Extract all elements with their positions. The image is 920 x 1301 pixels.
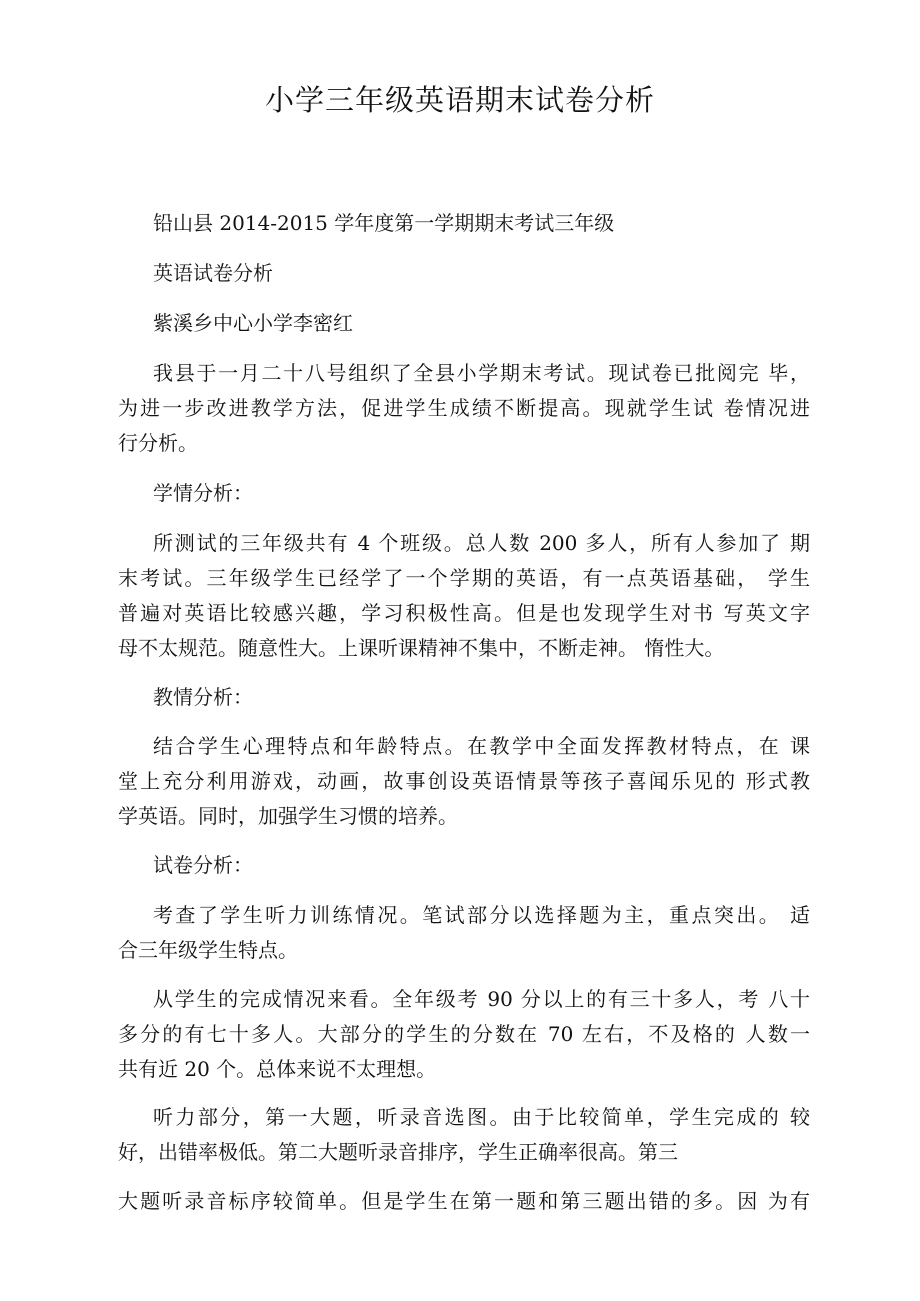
continuation-paragraph [118, 1184, 810, 1219]
paper-analysis-line: 考查了学生听力训练情况。笔试部分以选择题为主，重点突出。 适 [153, 903, 810, 927]
student-analysis-line: 普遍对英语比较感兴趣，学习积极性高。但是也发现学生对书 写英文字 [118, 601, 810, 625]
teaching-analysis-line: 结合学生心理特点和年龄特点。在教学中全面发挥教材特点，在 课 [153, 734, 810, 758]
student-analysis-line: 末考试。三年级学生已经学了一个学期的英语，有一点英语基础， 学生 [118, 566, 810, 590]
header-line-subject: 英语试卷分析 [153, 261, 273, 285]
teaching-analysis-line: 堂上充分利用游戏，动画，故事创设英语情景等孩子喜闻乐见的 形式教 [118, 769, 810, 793]
heading-teaching-analysis: 教情分析： [153, 685, 253, 709]
intro-paragraph [118, 356, 810, 461]
header-line-county: 铅山县 2014-2015 学年度第一学期期末考试三年级 [153, 211, 615, 235]
document-title: 小学三年级英语期末试卷分析 [264, 83, 655, 117]
heading-student-analysis: 学情分析： [153, 481, 253, 505]
heading-paper-analysis: 试卷分析： [153, 853, 253, 877]
completion-paragraph [118, 982, 810, 1087]
intro-line: 为进一步改进教学方法，促进学生成绩不断提高。现就学生试 卷情况进 [118, 396, 810, 420]
completion-line: 多分的有七十多人。大部分的学生的分数在 70 左右，不及格的 人数一 [118, 1022, 810, 1046]
listening-paragraph [118, 1100, 810, 1170]
listening-line: 听力部分，第一大题，听录音选图。由于比较简单，学生完成的 较 [153, 1105, 810, 1129]
paper-analysis-line: 合三年级学生特点。 [118, 938, 298, 962]
listening-line: 好，出错率极低。第二大题听录音排序，学生正确率很高。第三 [118, 1140, 678, 1164]
teaching-analysis-paragraph [118, 729, 810, 834]
completion-line: 共有近 20 个。总体来说不太理想。 [118, 1057, 437, 1081]
student-analysis-line: 所测试的三年级共有 4 个班级。总人数 200 多人，所有人参加了 期 [153, 531, 810, 555]
student-analysis-line: 母不太规范。随意性大。上课听课精神不集中，不断走神。 惰性大。 [118, 636, 725, 660]
header-line-author: 紫溪乡中心小学李密红 [153, 311, 353, 335]
teaching-analysis-line: 学英语。同时，加强学生习惯的培养。 [118, 804, 458, 828]
student-analysis-paragraph [118, 526, 810, 666]
continuation-line: 大题听录音标序较简单。但是学生在第一题和第三题出错的多。因 为有 [118, 1189, 810, 1213]
completion-line: 从学生的完成情况来看。全年级考 90 分以上的有三十多人，考 八十 [153, 987, 810, 1011]
intro-line: 我县于一月二十八号组织了全县小学期末考试。现试卷已批阅完 毕， [153, 361, 810, 385]
intro-line: 行分析。 [118, 431, 198, 455]
paper-analysis-paragraph [118, 898, 810, 968]
